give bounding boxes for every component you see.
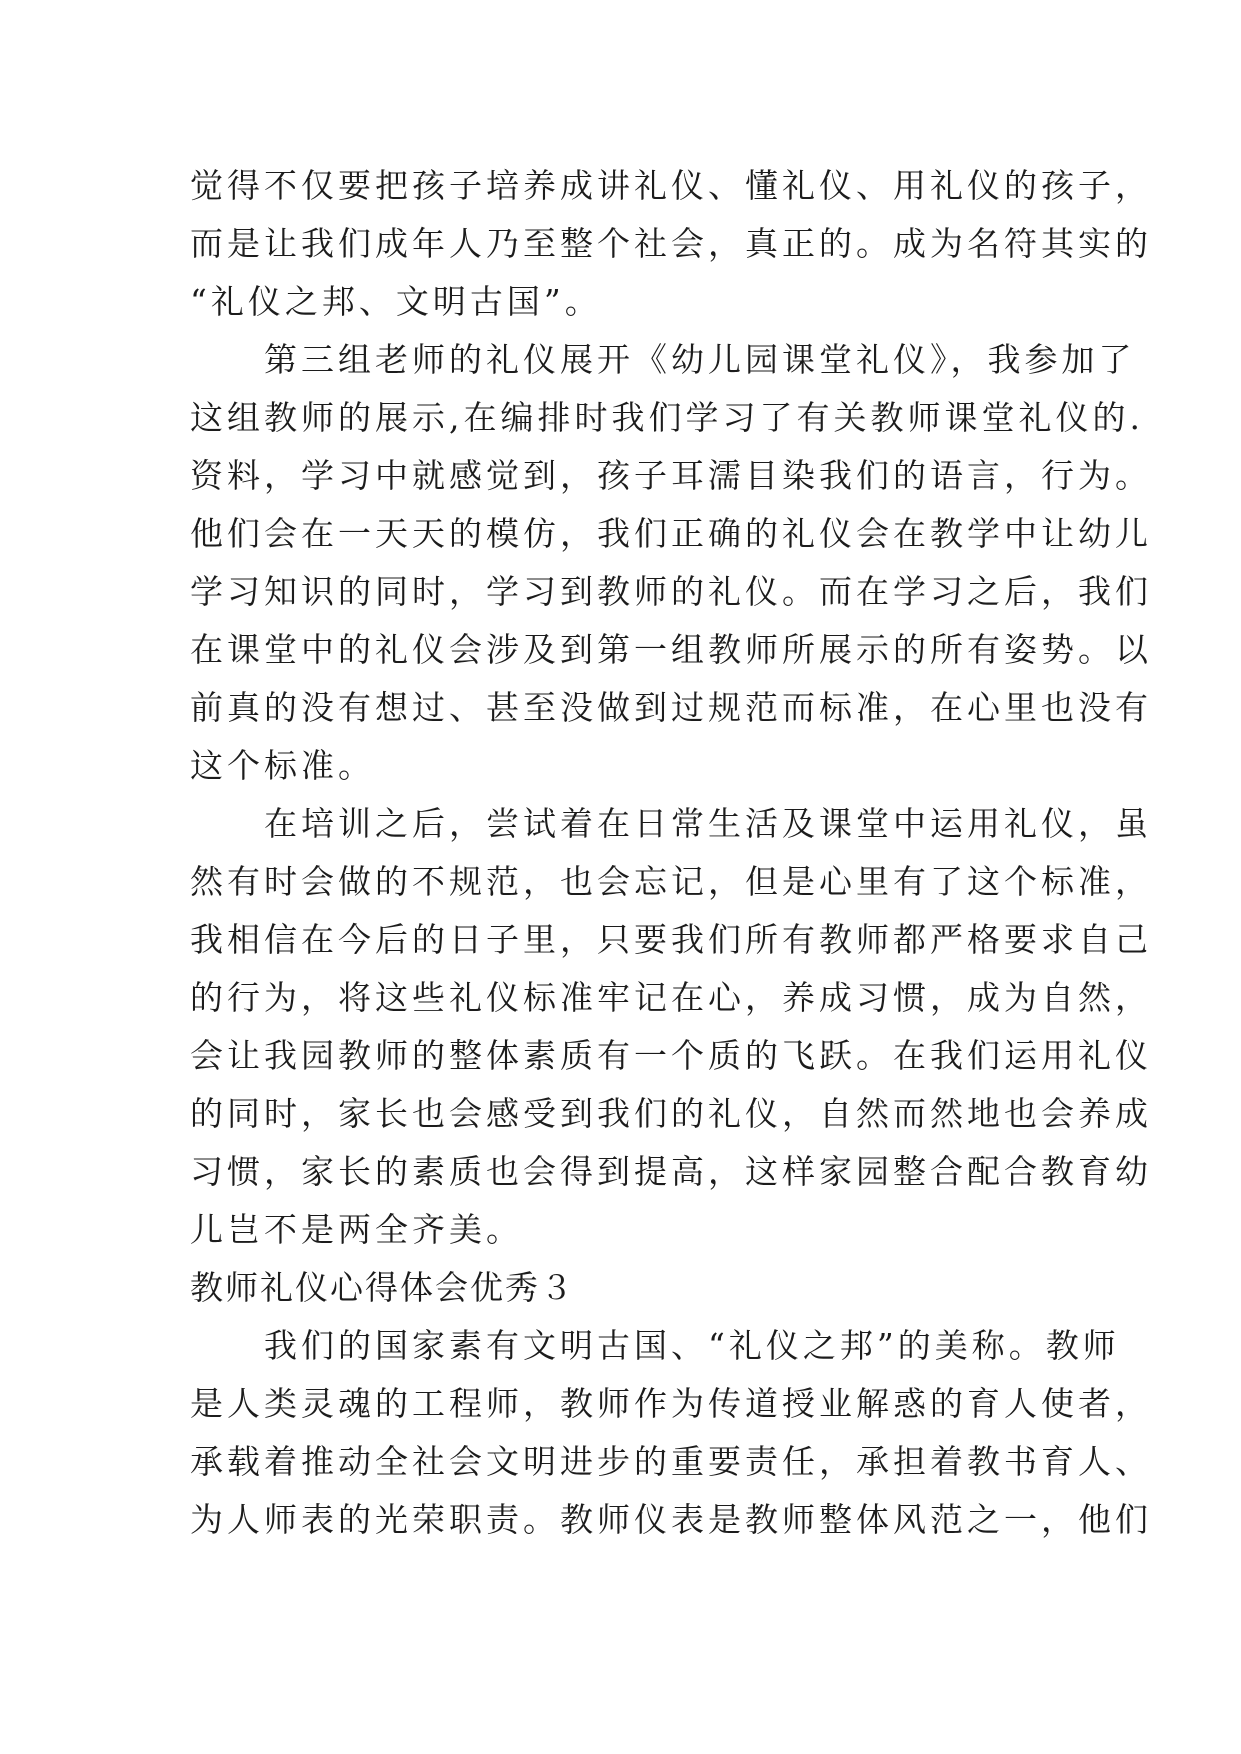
paragraph-line: 第三组老师的礼仪展开《幼儿园课堂礼仪》，我参加了 — [190, 340, 1136, 379]
paragraph-line: 我们的国家素有文明古国、“礼仪之邦”的美称。教师 — [190, 1326, 1120, 1365]
paragraph-line: 而是让我们成年人乃至整个社会，真正的。成为名符其实的 — [190, 224, 1152, 263]
paragraph-line: 资料，学习中就感觉到，孩子耳濡目染我们的语言，行为。 — [190, 456, 1152, 495]
paragraph-line: 学习知识的同时，学习到教师的礼仪。而在学习之后，我们 — [190, 572, 1152, 611]
paragraph-line: 我相信在今后的日子里，只要我们所有教师都严格要求自己 — [190, 920, 1152, 959]
paragraph-line: 为人师表的光荣职责。教师仪表是教师整体风范之一，他们 — [190, 1500, 1152, 1539]
paragraph-line: 这个标准。 — [190, 746, 375, 785]
paragraph-line: 是人类灵魂的工程师，教师作为传道授业解惑的育人使者， — [190, 1384, 1152, 1423]
paragraph-line: 前真的没有想过、甚至没做到过规范而标准，在心里也没有 — [190, 688, 1152, 727]
paragraph-line: 会让我园教师的整体素质有一个质的飞跃。在我们运用礼仪 — [190, 1036, 1152, 1075]
paragraph-line: 这组教师的展示,在编排时我们学习了有关教师课堂礼仪的. — [190, 398, 1144, 437]
paragraph-line: 儿岂不是两全齐美。 — [190, 1210, 523, 1249]
paragraph-line: 的同时，家长也会感受到我们的礼仪，自然而然地也会养成 — [190, 1094, 1152, 1133]
paragraph-line: 习惯，家长的素质也会得到提高，这样家园整合配合教育幼 — [190, 1152, 1152, 1191]
paragraph-line: 他们会在一天天的模仿，我们正确的礼仪会在教学中让幼儿 — [190, 514, 1152, 553]
paragraph-line: “礼仪之邦、文明古国”。 — [190, 282, 602, 321]
paragraph-line: 承载着推动全社会文明进步的重要责任，承担着教书育人、 — [190, 1442, 1152, 1481]
paragraph-line: 觉得不仅要把孩子培养成讲礼仪、懂礼仪、用礼仪的孩子， — [190, 166, 1152, 205]
section-heading: 教师礼仪心得体会优秀３ — [190, 1268, 575, 1307]
paragraph-line: 在培训之后，尝试着在日常生活及课堂中运用礼仪，虽 — [190, 804, 1152, 843]
paragraph-line: 在课堂中的礼仪会涉及到第一组教师所展示的所有姿势。以 — [190, 630, 1152, 669]
paragraph-line: 的行为，将这些礼仪标准牢记在心，养成习惯，成为自然， — [190, 978, 1152, 1017]
paragraph-line: 然有时会做的不规范，也会忘记，但是心里有了这个标准， — [190, 862, 1152, 901]
